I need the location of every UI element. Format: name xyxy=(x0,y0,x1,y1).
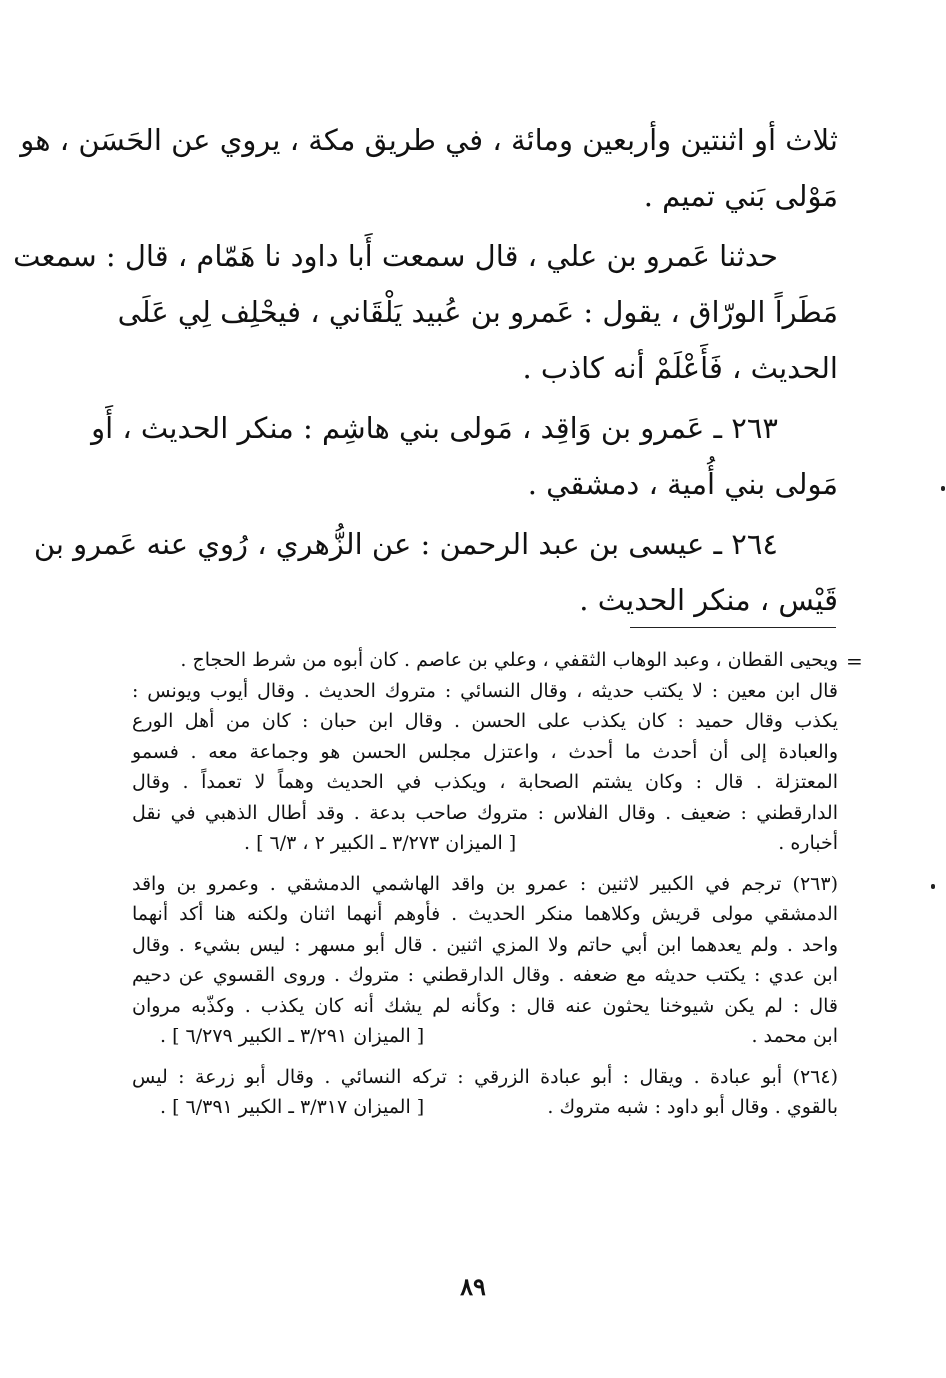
main-text xyxy=(13,112,838,628)
scan-speck xyxy=(931,884,935,889)
footnote-line xyxy=(132,828,838,859)
footnote-line xyxy=(132,1092,838,1123)
footnote-reference: [ الميزان ٣/٢٩١ ـ الكبير ٦/٢٧٩ ] . xyxy=(160,1025,425,1047)
main-text-line: ٢٦٣ ـ عَمرو بن وَاقِد ، مَولى بني هاشِم : منكر الحديث ، أَو xyxy=(91,411,778,445)
footnote-line: قال ابن معين : لا يكتب حديثه ، وقال النسائي : متروك الحديث . وقال أيوب ويونس : xyxy=(132,679,838,702)
main-text-line: ثلاث أو اثنتين وأربعين ومائة ، في طريق مكة ، يروي عن الحَسَن ، هو xyxy=(20,123,838,157)
footnote-continuation-mark: = xyxy=(846,649,863,673)
main-text-line: الحديث ، فَأَعْلَمْ أنه كاذب . xyxy=(522,351,838,385)
footnote-line: قال : لم يكن شيوخنا يحثون عنه قال : وكأنه لم يشك أنه كان يكذب . وكذّبه مروان xyxy=(132,994,838,1017)
main-text-line: مَطَراً الورّاق ، يقول : عَمرو بن عُبيد يَلْقَاني ، فيحْلِف لِي عَلَى xyxy=(117,295,838,329)
footnote-text: أخباره . xyxy=(778,832,838,854)
footnote-line: يكذب وقال حميد : كان يكذب على الحسن . وقال ابن حبان : كان من أهل الورع xyxy=(132,710,838,732)
footnote-line: (٢٦٤) أبو عبادة . ويقال : أبو عبادة الزرقي : تركه النسائي . وقال أبو زرعة : ليس xyxy=(132,1065,838,1088)
footnote-line: الدمشقي مولى قريش وكلاهما منكر الحديث . فأوهم أنهما اثنان ولكنه هنا أكد أنهما xyxy=(132,903,838,925)
main-text-line: ٢٦٤ ـ عيسى بن عبد الرحمن : عن الزُّهري ، رُوي عنه عَمرو بن xyxy=(33,527,778,561)
footnote-line: الدارقطني : ضعيف . وقال الفلاس : متروك صاحب بدعة . وقد أطال الذهبي في نقل xyxy=(132,801,838,824)
footnote-line: ابن عدي : يكتب حديثه مع ضعفه . وقال الدارقطني : متروك . وروى القسوي عن دحيم xyxy=(132,964,838,986)
footnote-reference: [ الميزان ٣/٢٧٣ ـ الكبير ٢ ، ٦/٣ ] . xyxy=(244,832,517,854)
page-number: ٨٩ xyxy=(460,1272,486,1301)
footnote-line: واحد . ولم يعدهما ابن أبي حاتم ولا المزي اثنين . قال أبو مسهر : ليس بشيء . وقال xyxy=(132,933,838,956)
main-text-line: مَولى بني أُمية ، دمشقي . xyxy=(527,467,838,501)
footnote-text: بالقوي . وقال أبو داود : شبه متروك . xyxy=(547,1096,838,1118)
footnote-line xyxy=(132,1021,838,1052)
footnote-line: المعتزلة . قال : وكان يشتم الصحابة ، ويكذب في الحديث وهماً لا تعمداً . وقال xyxy=(132,771,838,793)
footnotes xyxy=(132,645,838,1123)
footnote-gap xyxy=(132,1052,838,1062)
footnote-reference: [ الميزان ٣/٣١٧ ـ الكبير ٦/٣٩١ ] . xyxy=(160,1096,425,1118)
main-text-line: حدثنا عَمرو بن علي ، قال سمعت أَبا داود نا هَمّام ، قال : سمعت xyxy=(13,239,778,273)
footnote-text: ابن محمد . xyxy=(751,1025,838,1047)
main-text-line: قَيْس ، منكر الحديث . xyxy=(579,583,838,617)
footnote-separator xyxy=(630,627,836,628)
main-text-line: مَوْلى بَني تميم . xyxy=(643,179,838,213)
scan-speck xyxy=(941,486,945,491)
footnote-line: ويحيى القطان ، وعبد الوهاب الثقفي ، وعلي بن عاصم . كان أبوه من شرط الحجاج . xyxy=(180,649,838,671)
footnote-line: (٢٦٣) ترجم في الكبير لاثنين : عمرو بن واقد الهاشمي الدمشقي . وعمرو بن واقد xyxy=(132,872,838,895)
footnote-gap xyxy=(132,859,838,869)
footnote-line: والعبادة إلى أن أحدث ما أحدث ، واعتزل مجلس الحسن هو وجماعة معه . فسمو xyxy=(132,740,838,763)
